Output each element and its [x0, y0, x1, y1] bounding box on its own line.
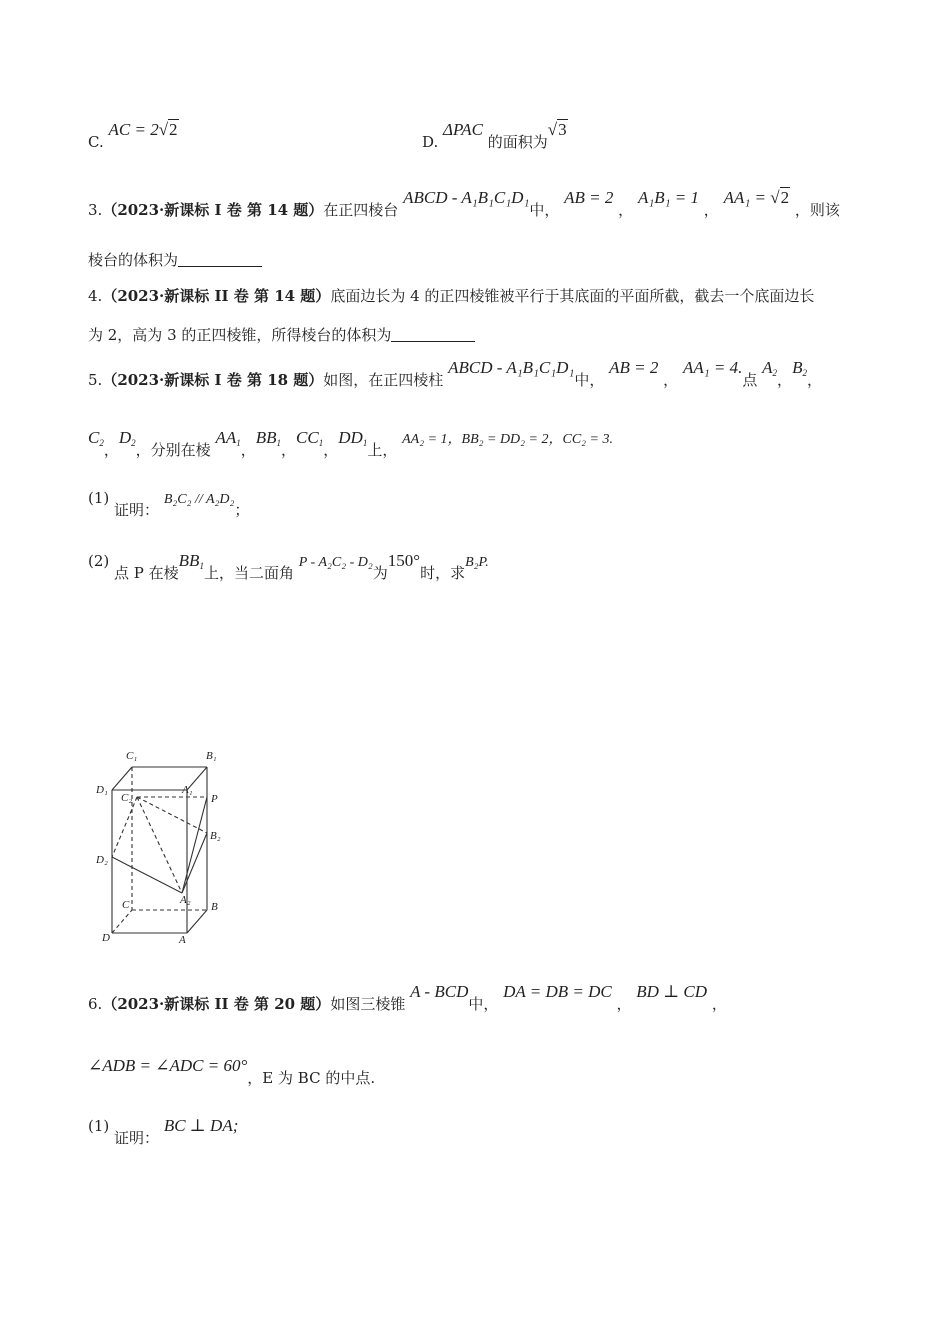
question-text: 点 P 在棱: [114, 564, 179, 582]
question-source: （2023·新课标 I 卷 第 18 题）: [102, 371, 324, 389]
edge-c2-b2: [137, 797, 207, 833]
label-d: D: [102, 932, 110, 944]
question-text: 上，当二面角: [203, 564, 294, 582]
question-number: 5.: [88, 371, 103, 389]
option-d-text: 的面积为: [487, 133, 548, 151]
label-b1: B₁: [206, 750, 217, 762]
question-text: ；: [234, 501, 250, 519]
question-source: （2023·新课标 II 卷 第 20 题）: [102, 995, 331, 1013]
condition-a1b1: A₁B₁ = 1: [637, 188, 700, 207]
sqrt-icon: √2: [158, 120, 178, 139]
question-source: （2023·新课标 II 卷 第 14 题）: [102, 287, 331, 305]
question-number: 6.: [88, 995, 103, 1013]
question-text: 中，: [574, 371, 605, 389]
question-6-line2: [88, 1056, 376, 1088]
option-d: [422, 120, 568, 152]
question-text: 分别在棱: [150, 441, 211, 459]
label-p: P: [211, 793, 218, 805]
question-text: 点: [742, 371, 758, 389]
label-a2: A₂: [180, 894, 191, 906]
question-3-line2: [88, 250, 262, 270]
option-c-math: AC = 2: [108, 120, 159, 139]
edge-a-b: [187, 910, 207, 933]
perp-math: BC ⊥ DA;: [163, 1116, 239, 1135]
edge-a2-b2: [182, 833, 207, 893]
edge-c2-a2: [137, 797, 182, 893]
label-d2: D₂: [96, 854, 108, 866]
question-text: 证明：: [114, 1129, 160, 1147]
question-4: [88, 286, 814, 306]
option-c-label: C.: [88, 133, 104, 151]
edge-a2-p: [182, 797, 207, 893]
option-d-math: ΔPAC: [443, 120, 483, 139]
label-c1: C₁: [126, 750, 138, 762]
part-label: (2): [88, 552, 110, 570]
condition-equal: DA = DB = DC: [503, 982, 612, 1001]
prism-math: ABCD - A₁B₁C₁D₁: [448, 358, 575, 377]
condition-ab: AB = 2: [609, 358, 659, 377]
question-5-line2: $C_2$，$D_2$，分别在棱 $AA_1$，$BB_1$，$CC_1$，$DD_1$上， AA₂ = 1，BB₂ = DD₂ = 2，CC₂ = 3.: [88, 428, 613, 459]
target-math: B₂P.: [465, 555, 489, 570]
frustum-math: ABCD - A₁B₁C₁D₁: [403, 188, 530, 207]
tetra-math: A - BCD: [410, 982, 469, 1001]
question-text: 证明：: [114, 501, 160, 519]
condition-ab: AB = 2: [564, 188, 614, 207]
question-text: 时，求: [420, 564, 466, 582]
question-6: 6.（2023·新课标 II 卷 第 20 题）如图三棱锥 A - BCD中， DA = DB = DC ， BD ⊥ CD ，: [88, 982, 727, 1013]
question-number: 3.: [88, 201, 103, 219]
question-text: 中，: [468, 995, 499, 1013]
option-d-label: D.: [422, 133, 439, 151]
question-6-part1: [88, 1116, 239, 1148]
question-text: ，则该: [794, 201, 840, 219]
question-5-part2: (2) 点 P 在棱$BB_1$上，当二面角 P - A₂C₂ - D₂为150°时，求B₂P.: [88, 551, 489, 582]
question-text: 底面边长为 4 的正四棱锥被平行于其底面的平面所截，截去一个底面边长: [330, 287, 815, 305]
angle-value: 150°: [387, 551, 421, 570]
label-b: B: [211, 901, 218, 913]
edge-c1-d1: [112, 767, 132, 790]
answer-blank[interactable]: [391, 327, 475, 342]
question-text: 上，: [367, 441, 398, 459]
label-c2: C₂: [121, 792, 133, 804]
parallel-math: B₂C₂ // A₂D₂: [163, 492, 235, 507]
question-text: 为: [372, 564, 388, 582]
question-text: 如图三棱锥: [330, 995, 406, 1013]
question-text: 在正四棱台: [323, 201, 399, 219]
label-c: C: [122, 899, 130, 911]
edge-d-c: [112, 910, 132, 933]
question-number: 4.: [88, 287, 103, 305]
label-b2: B₂: [210, 830, 221, 842]
question-text: 如图，在正四棱柱: [323, 371, 444, 389]
option-c: [88, 120, 179, 152]
label-a1: A₁: [182, 784, 193, 796]
part-label: (1): [88, 1117, 110, 1135]
dihedral-math: P - A₂C₂ - D₂: [298, 555, 373, 570]
condition-perp: BD ⊥ CD: [636, 982, 708, 1001]
question-text: ，E 为 BC 的中点.: [247, 1069, 376, 1087]
question-source: （2023·新课标 I 卷 第 14 题）: [102, 201, 324, 219]
question-5: 5.（2023·新课标 I 卷 第 18 题）如图，在正四棱柱 ABCD - A₁B₁C₁D₁中， AB = 2 ， AA₁ = 4.点 $A_2$，$B_2$，: [88, 358, 822, 389]
prism-figure: [92, 745, 232, 945]
question-text: 中，: [529, 201, 560, 219]
edge-c2-d2: [112, 797, 137, 857]
answer-blank[interactable]: [178, 252, 262, 267]
label-d1: D₁: [96, 784, 108, 796]
condition-aa1: AA₁ = 4.: [682, 358, 743, 377]
question-3: 3.（2023·新课标 I 卷 第 14 题）在正四棱台 ABCD - A₁B₁C₁D₁中， AB = 2 ， A₁B₁ = 1 ， AA₁ = √2 ，则该: [88, 188, 840, 219]
sqrt-icon: √3: [547, 120, 567, 139]
angle-math: ∠ADB = ∠ADC = 60°: [88, 1056, 248, 1075]
question-text: 棱台的体积为: [88, 251, 179, 269]
sqrt-icon: √2: [770, 188, 790, 207]
question-4-line2: [88, 325, 475, 345]
question-text: 为 2，高为 3 的正四棱锥，所得棱台的体积为: [88, 326, 392, 344]
label-a: A: [179, 934, 186, 945]
condition-aa1: AA₁ =: [723, 188, 771, 207]
question-5-part1: [88, 489, 250, 522]
condition-points: AA₂ = 1，BB₂ = DD₂ = 2，CC₂ = 3.: [402, 432, 613, 447]
part-label: (1): [88, 489, 110, 507]
edge-d2-a2: [112, 857, 182, 893]
